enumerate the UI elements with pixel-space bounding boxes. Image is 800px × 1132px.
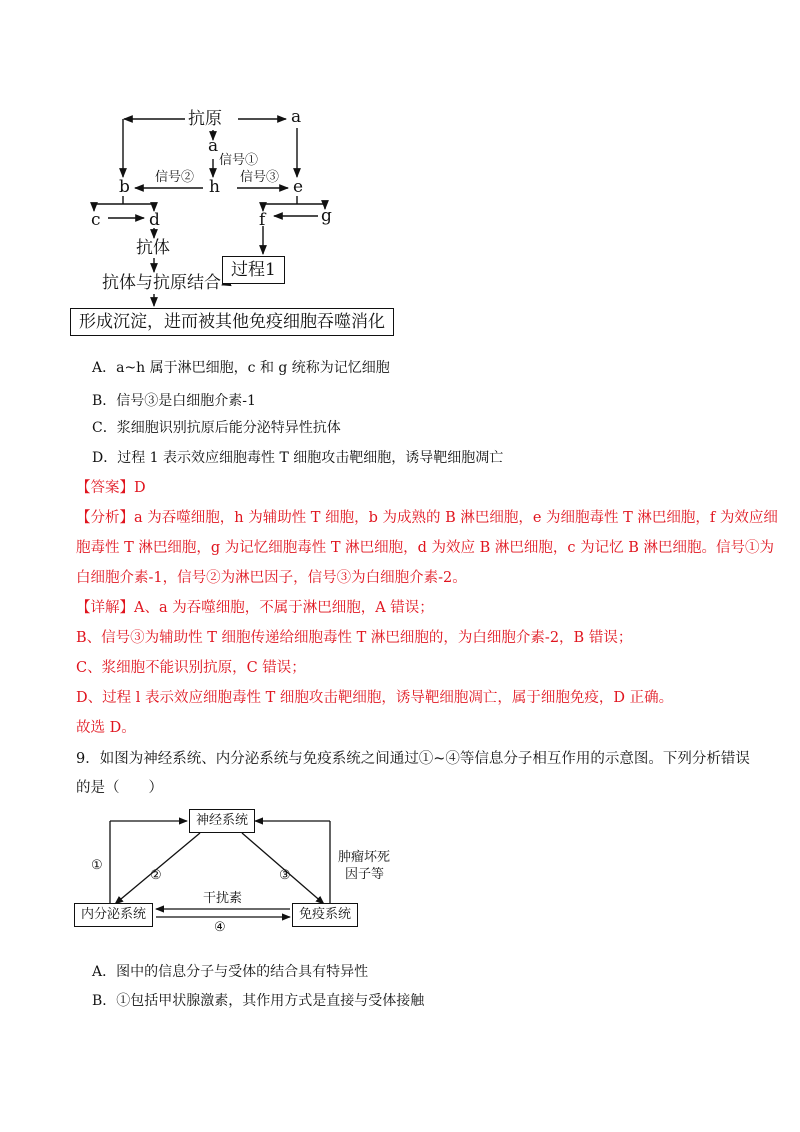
node-g: g <box>321 206 332 226</box>
tnf-label-line-2: 因子等 <box>345 867 385 882</box>
immune-process-diagram <box>60 90 420 350</box>
detail-line-4: D、过程 l 表示效应细胞毒性 T 细胞攻击靶细胞，诱导靶细胞凋亡，属于细胞免疫，D 正确。 <box>76 690 674 706</box>
detail-line-5: 故选 D。 <box>76 720 136 736</box>
endocrine-system-box: 内分泌系统 <box>74 903 153 927</box>
q8-option-a: A．a~h 属于淋巴细胞，c 和 g 统称为记忆细胞 <box>92 360 390 376</box>
node-h: h <box>209 177 220 197</box>
node-a-mid: a <box>208 136 219 156</box>
binding-node: 抗体与抗原结合 <box>102 273 221 293</box>
analysis-line-2: 胞毒性 T 淋巴细胞，g 为记忆细胞毒性 T 淋巴细胞，d 为效应 B 淋巴细胞，c 为记忆 B 淋巴细胞。信号①为 <box>76 540 775 556</box>
analysis-line-1: 【分析】a 为吞噬细胞，h 为辅助性 T 细胞，b 为成熟的 B 淋巴细胞，e 为细胞毒性 T 淋巴细胞，f 为效应细 <box>76 510 778 526</box>
q9-option-a: A．图中的信息分子与受体的结合具有特异性 <box>92 964 369 980</box>
node-a-right: a <box>291 107 302 127</box>
label-4: ④ <box>214 920 226 935</box>
signal-3-label: 信号③ <box>240 170 280 185</box>
interferon-label: 干扰素 <box>203 891 243 906</box>
q9-stem-line-1: 9．如图为神经系统、内分泌系统与免疫系统之间通过①~④等信息分子相互作用的示意图。下列分析错误 <box>76 751 750 767</box>
analysis-line-3: 白细胞介素-1，信号②为淋巴因子，信号③为白细胞介素-2。 <box>76 570 467 586</box>
q8-option-b: B．信号③是白细胞介素-1 <box>92 393 256 409</box>
node-e: e <box>293 177 304 197</box>
q8-option-c: C．浆细胞识别抗原后能分泌特异性抗体 <box>92 420 341 436</box>
q9-option-b: B．①包括甲状腺激素，其作用方式是直接与受体接触 <box>92 993 425 1009</box>
signal-1-label: 信号① <box>219 153 259 168</box>
label-1: ① <box>91 858 103 873</box>
detail-line-1: 【详解】A、a 为吞噬细胞，不属于淋巴细胞，A 错误； <box>76 600 434 616</box>
label-3: ③ <box>279 868 291 883</box>
antigen-node: 抗原 <box>188 109 222 129</box>
node-f: f <box>259 210 266 230</box>
nervous-system-box: 神经系统 <box>189 809 255 833</box>
result-box: 形成沉淀，进而被其他免疫细胞吞噬消化 <box>70 308 394 336</box>
answer-line: 【答案】D <box>76 480 146 496</box>
antibody-node: 抗体 <box>136 238 170 258</box>
tnf-label-line-1: 肿瘤坏死 <box>338 850 391 865</box>
node-b: b <box>119 177 130 197</box>
process-1-box: 过程1 <box>222 256 285 284</box>
node-d: d <box>149 210 160 230</box>
q8-option-d: D．过程 1 表示效应细胞毒性 T 细胞攻击靶细胞，诱导靶细胞凋亡 <box>92 450 504 466</box>
detail-line-2: B、信号③为辅助性 T 细胞传递给细胞毒性 T 淋巴细胞的，为白细胞介素-2，B 错误； <box>76 630 633 646</box>
node-c: c <box>91 210 101 230</box>
system-interaction-diagram <box>70 800 390 940</box>
label-2: ② <box>150 868 162 883</box>
signal-2-label: 信号② <box>155 170 195 185</box>
q9-stem-line-2: 的是（ ） <box>76 780 163 796</box>
immune-system-box: 免疫系统 <box>292 903 358 927</box>
detail-line-3: C、浆细胞不能识别抗原，C 错误； <box>76 660 306 676</box>
